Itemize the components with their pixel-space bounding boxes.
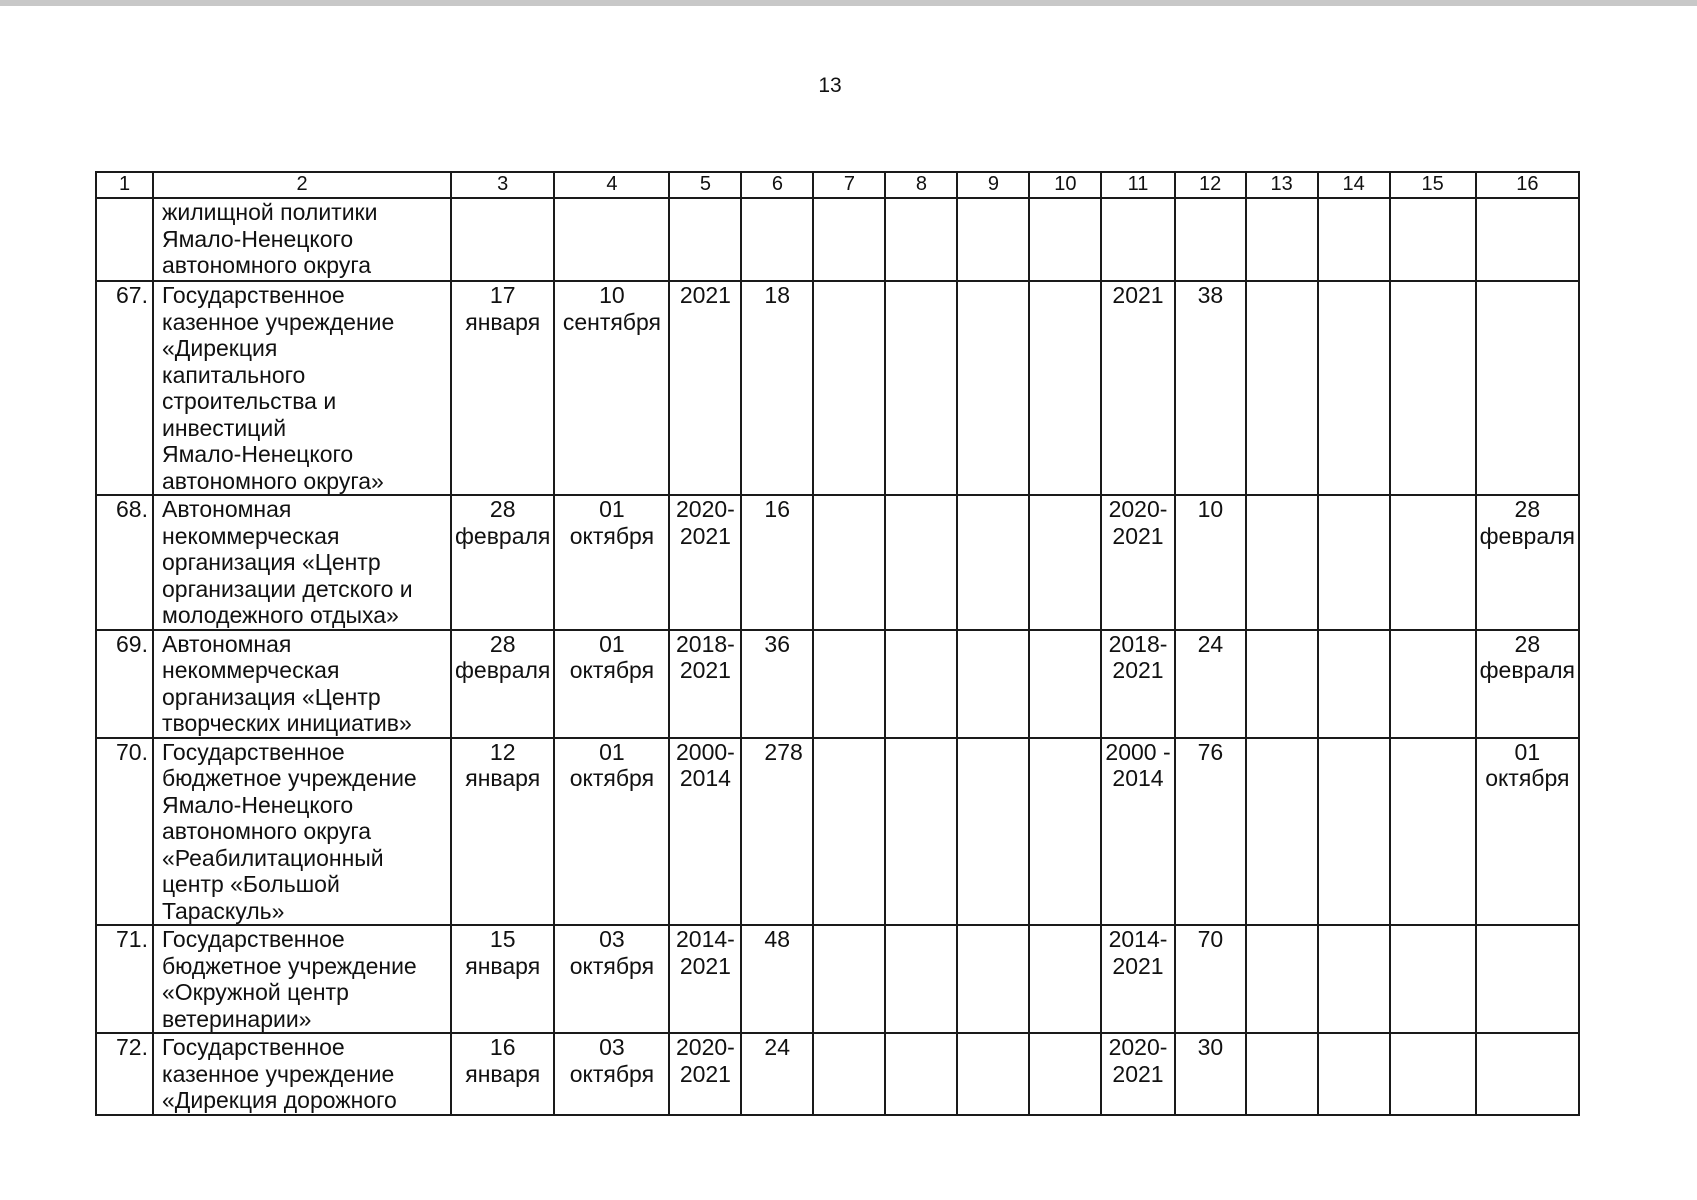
cell-line: Ямало-Ненецкого xyxy=(162,791,354,818)
cell-line: октября xyxy=(1485,765,1570,791)
cell-line: января xyxy=(465,308,541,335)
cell-line: февраля xyxy=(455,522,551,549)
cell-c4 xyxy=(554,1033,669,1115)
cell-line: января xyxy=(465,765,541,791)
cell-line: октября xyxy=(569,952,655,979)
cell-line: 2021 xyxy=(1112,282,1164,308)
page-number: 13 xyxy=(818,74,842,97)
cell-line: бюджетное учреждение xyxy=(162,952,417,979)
cell-line: инвестиций xyxy=(162,414,287,441)
cell-line: «Окружной центр xyxy=(162,979,349,1005)
empty-cell-col-9 xyxy=(957,1033,1029,1115)
column-header-16: 16 xyxy=(1476,172,1579,198)
cell-line: автономного округа xyxy=(162,252,371,278)
cell-c11 xyxy=(1101,495,1174,630)
cell-c5 xyxy=(669,495,741,630)
cell-line: «Реабилитационный xyxy=(162,844,384,871)
cell-c16 xyxy=(1476,198,1579,281)
cell-line: 2014- xyxy=(1108,926,1168,952)
row-number: 71. xyxy=(96,925,153,1033)
cell-c6 xyxy=(741,281,813,495)
cell-line: февраля xyxy=(1479,657,1576,683)
cell-line: 36 xyxy=(764,630,790,657)
cell-line: 10 xyxy=(1197,496,1224,522)
cell-c3 xyxy=(451,738,554,926)
cell-line: «Дирекция дорожного xyxy=(162,1087,397,1113)
organization-name xyxy=(153,495,451,630)
cell-line: 16 xyxy=(489,1034,516,1060)
cell-c3 xyxy=(451,281,554,495)
cell-c6 xyxy=(741,925,813,1033)
cell-line: 01 xyxy=(599,738,625,765)
organization-name xyxy=(153,281,451,495)
empty-cell-col-13 xyxy=(1246,281,1318,495)
column-header-8: 8 xyxy=(885,172,957,198)
empty-cell-col-7 xyxy=(813,630,885,738)
cell-c4 xyxy=(554,925,669,1033)
cell-line: некоммерческая xyxy=(162,657,340,683)
cell-c11 xyxy=(1101,198,1174,281)
empty-cell-col-7 xyxy=(813,925,885,1033)
column-header-3: 3 xyxy=(451,172,554,198)
cell-line: некоммерческая xyxy=(162,522,340,549)
cell-c16 xyxy=(1476,281,1579,495)
cell-line: Автономная xyxy=(162,630,292,657)
empty-cell-col-8 xyxy=(885,198,957,281)
cell-c16 xyxy=(1476,925,1579,1033)
empty-cell-col-13 xyxy=(1246,630,1318,738)
cell-c5 xyxy=(669,198,741,281)
cell-line: автономного округа xyxy=(162,818,371,844)
cell-line: 01 xyxy=(599,496,625,522)
column-header-1: 1 xyxy=(96,172,153,198)
column-header-13: 13 xyxy=(1246,172,1318,198)
row-number: 70. xyxy=(96,738,153,926)
cell-c12 xyxy=(1175,1033,1246,1115)
row-number: 67. xyxy=(96,281,153,495)
cell-c3 xyxy=(451,925,554,1033)
cell-line: 2020- xyxy=(675,496,735,522)
table-body xyxy=(96,172,1579,1115)
cell-line: 28 xyxy=(1514,496,1541,522)
table-row xyxy=(96,281,1579,495)
cell-line: 2020- xyxy=(675,1034,735,1060)
cell-c6 xyxy=(741,495,813,630)
cell-line: жилищной политики xyxy=(162,199,378,225)
row-number xyxy=(96,198,153,281)
cell-line: 2021 xyxy=(1112,657,1164,683)
cell-c12 xyxy=(1175,925,1246,1033)
organization-name xyxy=(153,198,451,281)
empty-cell-col-8 xyxy=(885,738,957,926)
column-header-2: 2 xyxy=(153,172,451,198)
empty-cell-col-14 xyxy=(1318,738,1390,926)
column-header-7: 7 xyxy=(813,172,885,198)
cell-line: автономного округа» xyxy=(162,467,384,494)
cell-line: 2021 xyxy=(679,952,731,979)
column-header-6: 6 xyxy=(741,172,813,198)
table-row xyxy=(96,495,1579,630)
empty-cell-col-14 xyxy=(1318,925,1390,1033)
empty-cell-col-10 xyxy=(1029,198,1101,281)
cell-line: бюджетное учреждение xyxy=(162,765,417,791)
cell-line: 2000- xyxy=(675,738,735,765)
cell-line: 10 xyxy=(599,282,625,308)
empty-cell-col-9 xyxy=(957,198,1029,281)
empty-cell-col-14 xyxy=(1318,1033,1390,1115)
cell-line: организация «Центр xyxy=(162,549,381,575)
empty-cell-col-7 xyxy=(813,738,885,926)
row-number: 72. xyxy=(96,1033,153,1115)
cell-line: 2021 xyxy=(1112,952,1164,979)
empty-cell-col-9 xyxy=(957,281,1029,495)
cell-line: октября xyxy=(569,765,655,791)
cell-line: 12 xyxy=(489,738,516,765)
cell-line: Ямало-Ненецкого xyxy=(162,441,354,467)
column-header-12: 12 xyxy=(1175,172,1246,198)
empty-cell-col-8 xyxy=(885,281,957,495)
empty-cell-col-15 xyxy=(1390,495,1476,630)
cell-line: 01 xyxy=(1514,738,1541,765)
cell-line: 2020- xyxy=(1108,496,1168,522)
cell-line: капитального xyxy=(162,361,306,388)
cell-line: 2021 xyxy=(1112,1060,1164,1087)
cell-line: января xyxy=(465,1060,541,1087)
cell-c5 xyxy=(669,630,741,738)
empty-cell-col-7 xyxy=(813,198,885,281)
cell-line: 28 xyxy=(489,630,516,657)
empty-cell-col-7 xyxy=(813,281,885,495)
cell-line: 03 xyxy=(599,1034,625,1060)
row-number: 69. xyxy=(96,630,153,738)
cell-c12 xyxy=(1175,738,1246,926)
cell-c4 xyxy=(554,630,669,738)
cell-c4 xyxy=(554,738,669,926)
cell-line: октября xyxy=(569,522,655,549)
cell-line: творческих инициатив» xyxy=(162,710,412,736)
cell-line: Автономная xyxy=(162,496,292,522)
cell-line: 18 xyxy=(764,282,790,308)
cell-line: 2014 xyxy=(1112,765,1164,791)
empty-cell-col-13 xyxy=(1246,495,1318,630)
cell-c6 xyxy=(741,198,813,281)
cell-line: 2021 xyxy=(679,657,731,683)
cell-c4 xyxy=(554,495,669,630)
cell-line: 30 xyxy=(1197,1034,1224,1060)
cell-line: января xyxy=(465,952,541,979)
cell-c3 xyxy=(451,630,554,738)
cell-c16 xyxy=(1476,1033,1579,1115)
cell-c5 xyxy=(669,1033,741,1115)
cell-c6 xyxy=(741,1033,813,1115)
cell-c11 xyxy=(1101,738,1174,926)
cell-line: октября xyxy=(569,657,655,683)
table-row xyxy=(96,198,1579,281)
empty-cell-col-13 xyxy=(1246,198,1318,281)
column-header-10: 10 xyxy=(1029,172,1101,198)
empty-cell-col-13 xyxy=(1246,1033,1318,1115)
cell-line: Государственное xyxy=(162,926,345,952)
empty-cell-col-15 xyxy=(1390,925,1476,1033)
cell-c11 xyxy=(1101,1033,1174,1115)
cell-line: 15 xyxy=(489,926,516,952)
cell-line: 16 xyxy=(764,496,790,522)
table-row xyxy=(96,925,1579,1033)
cell-c4 xyxy=(554,281,669,495)
empty-cell-col-14 xyxy=(1318,630,1390,738)
empty-cell-col-15 xyxy=(1390,1033,1476,1115)
column-header-15: 15 xyxy=(1390,172,1476,198)
cell-line: 2021 xyxy=(1112,522,1164,549)
empty-cell-col-14 xyxy=(1318,281,1390,495)
cell-line: ветеринарии» xyxy=(162,1005,312,1032)
cell-line: казенное учреждение xyxy=(162,1060,395,1087)
cell-c5 xyxy=(669,925,741,1033)
cell-line: 70 xyxy=(1197,926,1224,952)
cell-line: 17 xyxy=(489,282,516,308)
cell-line: Государственное xyxy=(162,738,345,765)
empty-cell-col-9 xyxy=(957,630,1029,738)
empty-cell-col-10 xyxy=(1029,925,1101,1033)
cell-line: 2014- xyxy=(675,926,735,952)
empty-cell-col-9 xyxy=(957,738,1029,926)
organization-name xyxy=(153,738,451,926)
cell-line: февраля xyxy=(455,657,551,683)
cell-line: Государственное xyxy=(162,1034,345,1060)
scan-top-edge xyxy=(0,0,1697,6)
organization-name xyxy=(153,925,451,1033)
empty-cell-col-15 xyxy=(1390,630,1476,738)
empty-cell-col-10 xyxy=(1029,738,1101,926)
empty-cell-col-9 xyxy=(957,925,1029,1033)
empty-cell-col-8 xyxy=(885,1033,957,1115)
empty-cell-col-9 xyxy=(957,495,1029,630)
cell-c12 xyxy=(1175,198,1246,281)
cell-c12 xyxy=(1175,630,1246,738)
cell-c6 xyxy=(741,630,813,738)
cell-line: 2018- xyxy=(1108,630,1168,657)
empty-cell-col-8 xyxy=(885,495,957,630)
cell-line: Ямало-Ненецкого xyxy=(162,225,354,252)
empty-cell-col-13 xyxy=(1246,925,1318,1033)
cell-c3 xyxy=(451,495,554,630)
cell-c5 xyxy=(669,281,741,495)
cell-line: Государственное xyxy=(162,282,345,308)
column-header-9: 9 xyxy=(957,172,1029,198)
cell-line: 76 xyxy=(1197,738,1224,765)
cell-line: строительства и xyxy=(162,388,337,414)
cell-line: 278 xyxy=(764,738,803,765)
cell-c4 xyxy=(554,198,669,281)
cell-c3 xyxy=(451,198,554,281)
empty-cell-col-10 xyxy=(1029,1033,1101,1115)
cell-line: 2000 - xyxy=(1105,738,1171,765)
cell-c11 xyxy=(1101,281,1174,495)
header-row xyxy=(96,172,1579,198)
cell-line: 38 xyxy=(1197,282,1224,308)
column-header-14: 14 xyxy=(1318,172,1390,198)
cell-line: организации детского и xyxy=(162,575,413,602)
column-header-5: 5 xyxy=(669,172,741,198)
empty-cell-col-8 xyxy=(885,630,957,738)
column-header-11: 11 xyxy=(1101,172,1174,198)
data-table xyxy=(95,171,1580,1116)
cell-line: октября xyxy=(569,1060,655,1087)
organization-name xyxy=(153,1033,451,1115)
cell-line: «Дирекция xyxy=(162,335,278,361)
cell-line: Тараскуль» xyxy=(162,897,285,924)
empty-cell-col-15 xyxy=(1390,738,1476,926)
column-header-4: 4 xyxy=(554,172,669,198)
cell-c16 xyxy=(1476,630,1579,738)
empty-cell-col-7 xyxy=(813,495,885,630)
cell-line: февраля xyxy=(1479,522,1576,549)
cell-line: сентября xyxy=(562,308,661,335)
row-number: 68. xyxy=(96,495,153,630)
cell-c12 xyxy=(1175,495,1246,630)
cell-c5 xyxy=(669,738,741,926)
table-row xyxy=(96,738,1579,926)
cell-c6 xyxy=(741,738,813,926)
cell-line: 24 xyxy=(1197,630,1224,657)
empty-cell-col-8 xyxy=(885,925,957,1033)
cell-c3 xyxy=(451,1033,554,1115)
cell-line: молодежного отдыха» xyxy=(162,602,399,628)
empty-cell-col-10 xyxy=(1029,281,1101,495)
cell-line: центр «Большой xyxy=(162,871,340,897)
empty-cell-col-10 xyxy=(1029,630,1101,738)
empty-cell-col-13 xyxy=(1246,738,1318,926)
cell-line: 48 xyxy=(764,926,790,952)
cell-c11 xyxy=(1101,925,1174,1033)
cell-c16 xyxy=(1476,495,1579,630)
cell-line: 2014 xyxy=(679,765,731,791)
organization-name xyxy=(153,630,451,738)
empty-cell-col-10 xyxy=(1029,495,1101,630)
empty-cell-col-7 xyxy=(813,1033,885,1115)
cell-line: организация «Центр xyxy=(162,683,381,710)
table-row xyxy=(96,1033,1579,1115)
cell-line: 2021 xyxy=(679,282,731,308)
table-row xyxy=(96,630,1579,738)
cell-line: казенное учреждение xyxy=(162,308,395,335)
empty-cell-col-15 xyxy=(1390,198,1476,281)
cell-line: 03 xyxy=(599,926,625,952)
cell-line: 28 xyxy=(1514,630,1541,657)
cell-line: 28 xyxy=(489,496,516,522)
empty-cell-col-15 xyxy=(1390,281,1476,495)
cell-line: 2021 xyxy=(679,1060,731,1087)
cell-c12 xyxy=(1175,281,1246,495)
cell-line: 01 xyxy=(599,630,625,657)
cell-line: 24 xyxy=(764,1034,790,1060)
cell-line: 2021 xyxy=(679,522,731,549)
cell-line: 2018- xyxy=(675,630,735,657)
empty-cell-col-14 xyxy=(1318,495,1390,630)
empty-cell-col-14 xyxy=(1318,198,1390,281)
cell-c11 xyxy=(1101,630,1174,738)
cell-line: 2020- xyxy=(1108,1034,1168,1060)
cell-c16 xyxy=(1476,738,1579,926)
